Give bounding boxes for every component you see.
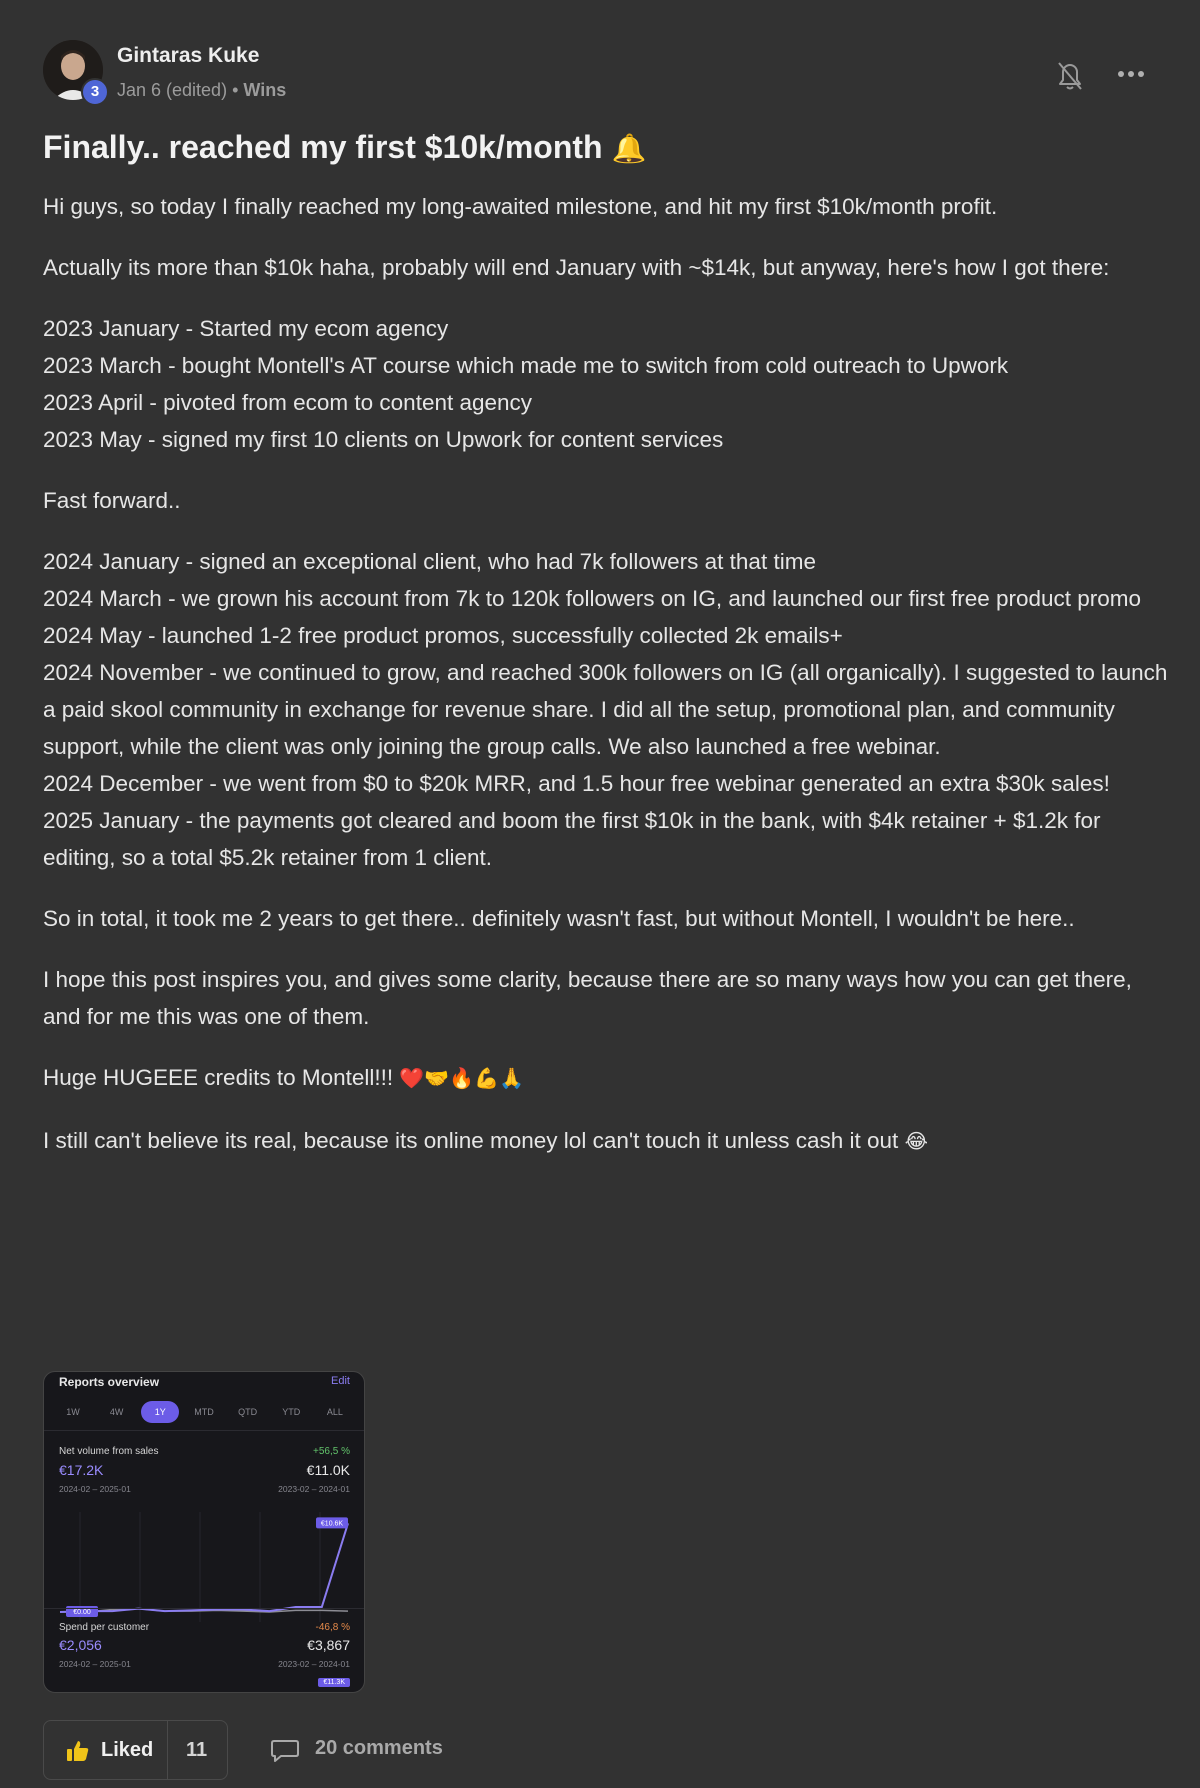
- timeline-item: 2024 May - launched 1-2 free product promos, successfully collected 2k emails+: [43, 623, 843, 648]
- metric-change: +56,5 %: [313, 1446, 350, 1457]
- metric-previous-value: €3,867: [307, 1637, 350, 1653]
- period-all: ALL: [326, 1407, 343, 1417]
- divider: [44, 1430, 364, 1431]
- metric-label: Net volume from sales: [59, 1446, 159, 1457]
- metric-label: Spend per customer: [59, 1622, 150, 1633]
- like-button[interactable]: [43, 1720, 228, 1780]
- metric-previous-value: €11.0K: [306, 1462, 350, 1478]
- net-volume-line-chart: [56, 1512, 354, 1622]
- report-title: Reports overview: [59, 1375, 160, 1389]
- post-category[interactable]: Wins: [243, 80, 287, 100]
- value-tag: €11.3K: [318, 1678, 350, 1687]
- timeline-item: 2024 March - we grown his account from 7k to 120k followers on IG, and launched our first free product promo: [43, 586, 1142, 611]
- timeline-item: 2024 January - signed an exceptional client, who had 7k followers at that time: [43, 549, 816, 574]
- more-dots-icon: [1115, 62, 1147, 86]
- timeline-item: 2023 April - pivoted from ecom to content agency: [43, 390, 533, 415]
- meta-separator: •: [232, 80, 239, 100]
- period-4w: 4W: [109, 1407, 124, 1417]
- paragraph: Fast forward..: [43, 488, 181, 513]
- metric-current-value: €17.2K: [59, 1462, 104, 1478]
- timeline-item: 2024 December - we went from $0 to $20k MRR, and 1.5 hour free webinar generated an extra $30k sales!: [43, 771, 1110, 796]
- period-1y: 1Y: [141, 1401, 179, 1423]
- timeline-item: 2024 November - we continued to grow, and reached 300k followers on IG (all organically). I suggested to launch a paid skool community in exchange for revenue share. I did all the setup, promotional plan, and community support, while the client was only joining the group calls. We also launched a free webinar.: [43, 660, 1168, 759]
- post-title: [43, 129, 646, 166]
- paragraph-text: I still can't believe its real, because its online money lol can't touch it unless cash it out: [43, 1128, 899, 1153]
- period-ytd: YTD: [282, 1407, 301, 1417]
- emoji-group: ❤️🤝🔥💪🙏: [399, 1068, 524, 1090]
- start-value-tag-text: €0.00: [73, 1609, 91, 1616]
- bell-emoji: 🔔: [611, 133, 647, 164]
- author-name[interactable]: Gintaras Kuke: [117, 44, 260, 67]
- paragraph: Actually its more than $10k haha, probably will end January with ~$14k, but anyway, here's how I got there:: [43, 255, 1110, 280]
- paragraph: I hope this post inspires you, and gives some clarity, because there are so many ways how you can get there, and for me this was one of them.: [43, 967, 1132, 1029]
- paragraph: [43, 1122, 1173, 1161]
- notification-toggle-button[interactable]: [1055, 58, 1085, 92]
- paragraph: So in total, it took me 2 years to get there.. definitely wasn't fast, but without Montell, I wouldn't be here..: [43, 906, 1075, 931]
- image-attachment[interactable]: [43, 1371, 365, 1693]
- metric-previous-range: 2023-02 – 2024-01: [278, 1484, 350, 1494]
- timeline-item: 2023 January - Started my ecom agency: [43, 316, 449, 341]
- laughing-emoji: 😂: [904, 1131, 928, 1153]
- end-value-tag-text: €10.6K: [320, 1520, 344, 1528]
- timeline-block: [43, 543, 1173, 876]
- metric-current-value: €2,056: [59, 1637, 102, 1653]
- post-date: Jan 6 (edited): [117, 80, 228, 100]
- period-mtd: MTD: [194, 1407, 214, 1417]
- paragraph: Hi guys, so today I finally reached my long-awaited milestone, and hit my first $10k/month profit.: [43, 194, 998, 219]
- comment-icon: [270, 1739, 300, 1763]
- level-badge: 3: [81, 78, 109, 106]
- bell-off-icon: [1055, 58, 1085, 92]
- post-body: [43, 188, 1173, 1185]
- like-divider: [167, 1721, 168, 1779]
- post-meta: [117, 80, 286, 101]
- timeline-item: 2023 March - bought Montell's AT course which made me to switch from cold outreach to Upwork: [43, 353, 1009, 378]
- paragraph-text: Huge HUGEEE credits to Montell!!!: [43, 1065, 394, 1090]
- comments-count-label: 20 comments: [315, 1737, 443, 1759]
- period-selector: [54, 1400, 354, 1424]
- metric-current-range: 2024-02 – 2025-01: [59, 1484, 131, 1494]
- report-edit-link: Edit: [331, 1375, 350, 1387]
- period-qtd: QTD: [238, 1407, 258, 1417]
- author-avatar[interactable]: [43, 40, 103, 100]
- end-value-tag: [316, 1517, 348, 1528]
- thumbs-up-icon: [66, 1740, 90, 1762]
- timeline-block: [43, 310, 1173, 458]
- more-options-button[interactable]: [1115, 62, 1147, 86]
- metric-change: -46,8 %: [315, 1622, 350, 1633]
- timeline-item: 2025 January - the payments got cleared and boom the first $10k in the bank, with $4k retainer + $1.2k for editing, so a total $5.2k retainer from 1 client.: [43, 808, 1101, 870]
- post-title-text: Finally.. reached my first $10k/month: [43, 129, 603, 165]
- period-1w: 1W: [66, 1407, 80, 1417]
- current-period-line: [60, 1523, 348, 1612]
- metric-previous-range: 2023-02 – 2024-01: [278, 1659, 350, 1669]
- like-count[interactable]: 11: [186, 1739, 208, 1761]
- metric-current-range: 2024-02 – 2025-01: [59, 1659, 131, 1669]
- paragraph: [43, 1059, 1173, 1098]
- timeline-item: 2023 May - signed my first 10 clients on Upwork for content services: [43, 427, 724, 452]
- divider: [44, 1608, 364, 1609]
- like-label: Liked: [101, 1739, 154, 1761]
